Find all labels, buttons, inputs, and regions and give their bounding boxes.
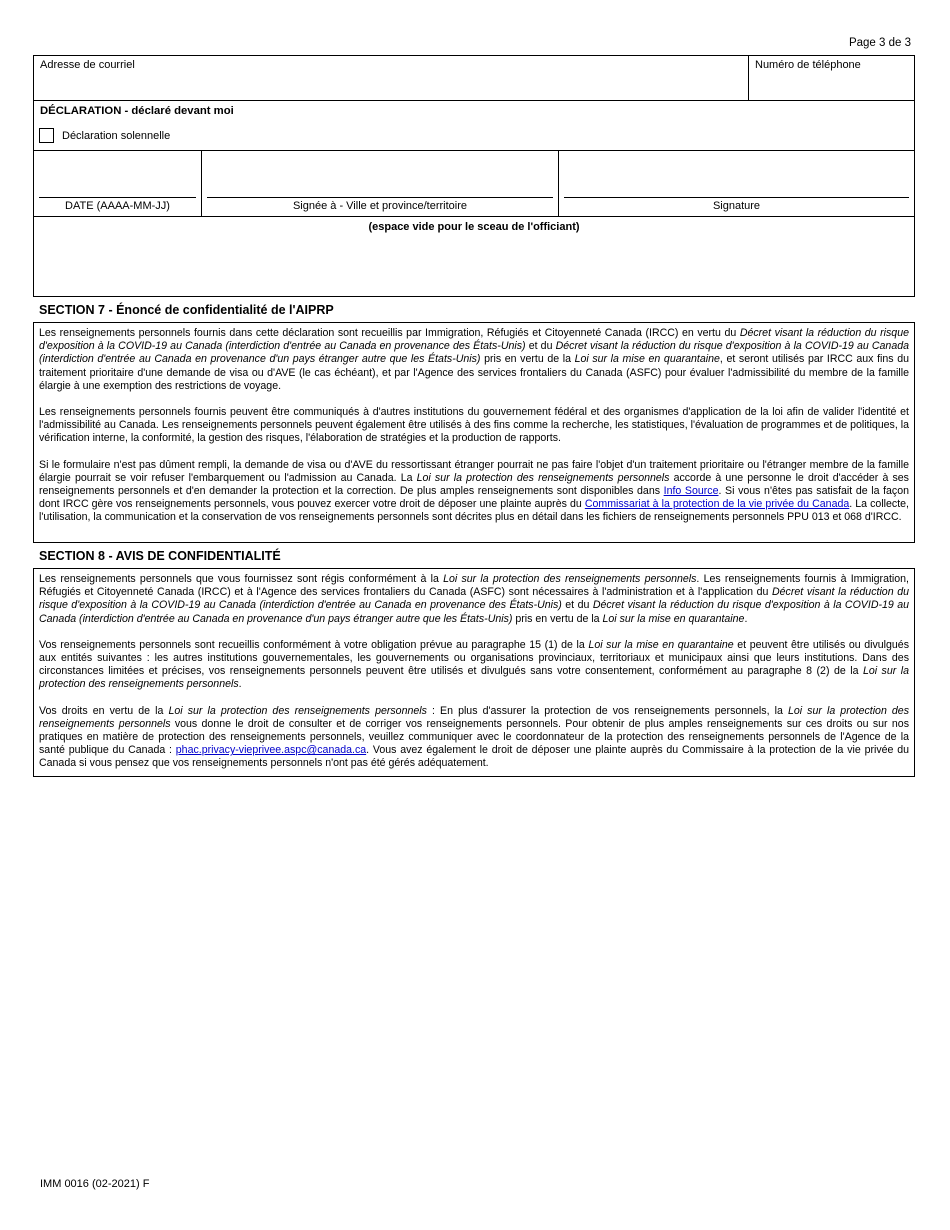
section8-paragraph-3: Vos droits en vertu de la Loi sur la protection des renseignements personnels : En plus d'assurer la protection de vos renseignements personnels, la Loi sur la protection des renseignements personnels vous donne le droit de consulter et de corriger vos renseignements personnels. Pour obtenir de plus amples renseignements sur ces droits ou sur nos pratiques en matière de protection des renseignements personnels, veuillez communiquer avec le coordonnateur de la protection des renseignements personnels de l'Agence de la santé publique du Canada : phac.privacy-vieprivee.aspc@canada.ca. Vous avez également le droit de déposer une plainte auprès du Commissaire à la protection de la vie privée du Canada si vous pensez que vos renseignements personnels n'ont pas été gérés adéquatement. — [39, 704, 910, 770]
page-number: Page 3 de 3 — [848, 37, 911, 49]
section7-paragraph-1: Les renseignements personnels fournis dans cette déclaration sont recueillis par Immigration, Réfugiés et Citoyenneté Canada (IRCC) en vertu du Décret visant la réduction du risque d'exposition à la COVID-19 au Canada (interdiction d'entrée au Canada en provenance des États-Unis) et du Décret visant la réduction du risque d'exposition à la COVID-19 au Canada (interdiction d'entrée au Canada en provenance d'un pays étranger autre que les États-Unis) pris en vertu de la Loi sur la mise en quarantaine, et seront utilisés par IRCC aux fins du traitement prioritaire d'une demande de visa ou d'AVE (le cas échéant), et par l'Agence des services frontaliers du Canada (ASFC) pour évaluer l'admissibilité du membre de la famille élargie à une exemption des restrictions de voyage. — [39, 327, 909, 392]
phone-label: Numéro de téléphone — [755, 59, 861, 71]
form-code: IMM 0016 (02-2021) F — [40, 1178, 150, 1190]
signed-at-label: Signée à - Ville et province/territoire — [292, 200, 468, 212]
signature-line — [564, 197, 909, 198]
date-line — [39, 197, 196, 198]
section7-paragraph-2: Les renseignements personnels fournis peuvent être communiqués à d'autres institutions du gouvernement fédéral et des organismes d'application de la loi afin de valider l'identité et l'admissibilité au Canada. Les renseignements personnels peuvent également être utilisés à des fins comme la recherche, les statistiques, l'évaluation de programmes et de politiques, la vérification interne, la conformité, la gestion des risques, l'élaboration de stratégies et la production de rapports. — [39, 406, 909, 445]
email-label: Adresse de courriel — [40, 59, 135, 71]
privacy-commissioner-link[interactable]: Commissariat à la protection de la vie privée du Canada — [584, 498, 850, 511]
signed-at-line — [207, 197, 553, 198]
declaration-heading: DÉCLARATION - déclaré devant moi — [40, 105, 234, 117]
phac-privacy-email-link[interactable]: phac.privacy-vieprivee.aspc@canada.ca — [175, 744, 367, 757]
section8-title: SECTION 8 - AVIS DE CONFIDENTIALITÉ — [39, 549, 281, 563]
signature-row — [34, 150, 914, 217]
section8-paragraph-1: Les renseignements personnels que vous fournissez sont régis conformément à la Loi sur la protection des renseignements personnels. Les renseignements fournis à Immigration, Réfugiés et Citoyenneté Canada (IRCC) et à l'Agence des services frontaliers du Canada (ASFC) sont nécessaires à l'administration et à l'application du Décret visant la réduction du risque d'exposition à la COVID-19 au Canada (interdiction d'entrée au Canada en provenance des États-Unis) et du Décret visant la réduction du risque d'exposition à la COVID-19 au Canada (interdiction d'entrée au Canada en provenance d'un pays étranger autre que les États-Unis) pris en vertu de la Loi sur la mise en quarantaine. — [39, 573, 910, 625]
seal-space-label: (espace vide pour le sceau de l'officiant) — [368, 221, 580, 233]
phone-field[interactable] — [749, 56, 914, 100]
section8-text-box — [33, 568, 915, 777]
signed-at-field[interactable] — [202, 151, 559, 216]
section7-text-box — [33, 322, 915, 543]
solemn-declaration-option[interactable] — [39, 128, 170, 143]
section7-paragraph-3: Si le formulaire n'est pas dûment rempli, la demande de visa ou d'AVE du ressortissant étranger pourrait ne pas faire l'objet d'un traitement prioritaire ou l'étranger membre de la famille élargie pourrait se voir refuser l'embarquement ou l'admission au Canada. La Loi sur la protection des renseignements personnels accorde à une personne le droit d'accéder à ses renseignements personnels et d'en demander la protection et la correction. De plus amples renseignements sont disponibles dans Info Source. Si vous n'êtes pas satisfait de la façon dont IRCC gère vos renseignements personnels, vous pouvez exercer votre droit de déposer une plainte auprès du Commissariat à la protection de la vie privée du Canada. La collecte, l'utilisation, la communication et la conservation de vos renseignements personnels sont décrites plus en détail dans les fichiers de renseignements personnels PPU 013 et 068 d'IRCC. — [39, 458, 909, 524]
info-source-link[interactable]: Info Source — [663, 485, 719, 498]
date-field[interactable] — [34, 151, 202, 216]
section8-paragraph-2: Vos renseignements personnels sont recueillis conformément à votre obligation prévue au paragraphe 15 (1) de la Loi sur la mise en quarantaine et peuvent être utilisés ou divulgués aux entités suivantes : les autres institutions gouvernementales, les gouvernements ou organisations provinciaux, territoriaux et municipaux ainsi que leurs institutions. Dans des circonstances limitées et précises, vos renseignements personnels peuvent être utilisés et divulgués sans votre consentement, conformément au paragraphe 8 (2) de la Loi sur la protection des renseignements personnels. — [39, 638, 909, 691]
contact-row — [33, 55, 915, 101]
email-field[interactable] — [34, 56, 749, 100]
signature-field[interactable] — [559, 151, 914, 216]
section7-title: SECTION 7 - Énoncé de confidentialité de l'AIPRP — [39, 303, 334, 317]
declaration-block — [33, 100, 915, 297]
solemn-declaration-checkbox[interactable] — [39, 128, 54, 143]
solemn-declaration-label: Déclaration solennelle — [62, 129, 171, 142]
signature-label: Signature — [712, 200, 761, 212]
date-label: DATE (AAAA-MM-JJ) — [65, 200, 170, 212]
